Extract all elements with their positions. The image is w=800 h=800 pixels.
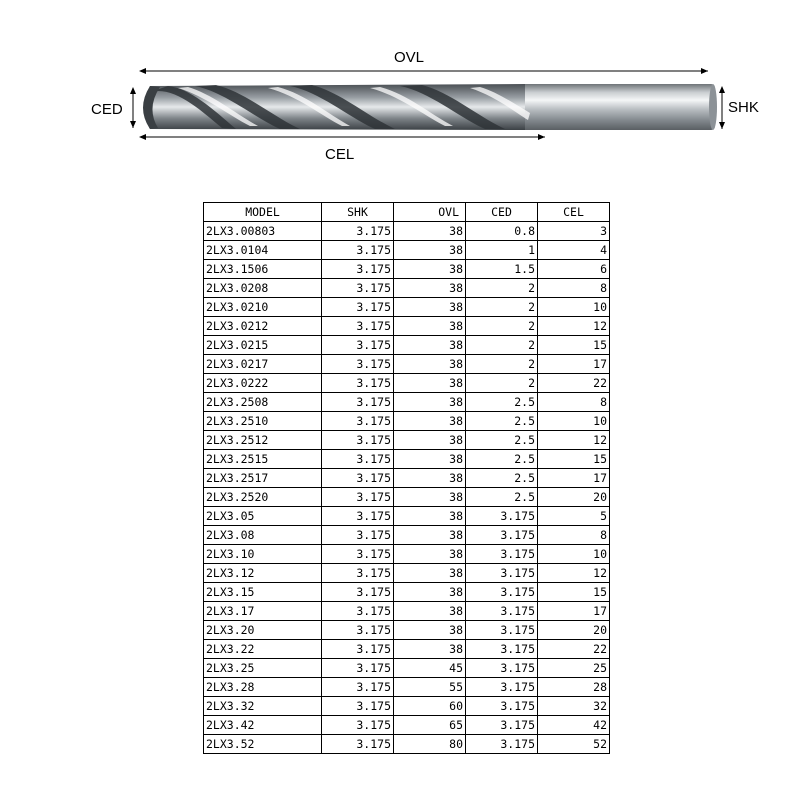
cell-ovl: 38 — [394, 222, 466, 241]
cell-model: 2LX3.0212 — [204, 317, 322, 336]
cell-shk: 3.175 — [322, 336, 394, 355]
cell-ced: 3.175 — [466, 583, 538, 602]
cell-shk: 3.175 — [322, 621, 394, 640]
cell-shk: 3.175 — [322, 431, 394, 450]
header-model: MODEL — [204, 203, 322, 222]
table-row — [204, 336, 610, 355]
cell-shk: 3.175 — [322, 640, 394, 659]
cell-shk: 3.175 — [322, 412, 394, 431]
table-header-row — [204, 203, 610, 222]
cell-shk: 3.175 — [322, 659, 394, 678]
cell-ovl: 38 — [394, 545, 466, 564]
cell-model: 2LX3.2517 — [204, 469, 322, 488]
cell-ovl: 38 — [394, 431, 466, 450]
cell-cel: 8 — [538, 393, 610, 412]
cell-shk: 3.175 — [322, 279, 394, 298]
cell-shk: 3.175 — [322, 602, 394, 621]
cell-ced: 3.175 — [466, 602, 538, 621]
cell-ced: 2.5 — [466, 469, 538, 488]
cell-ovl: 38 — [394, 450, 466, 469]
cell-ced: 2 — [466, 298, 538, 317]
table-row — [204, 260, 610, 279]
ced-label: CED — [91, 101, 123, 118]
cell-model: 2LX3.08 — [204, 526, 322, 545]
cell-cel: 6 — [538, 260, 610, 279]
cell-ovl: 38 — [394, 355, 466, 374]
cell-ovl: 38 — [394, 260, 466, 279]
cel-label: CEL — [325, 146, 355, 163]
cell-cel: 8 — [538, 279, 610, 298]
table-row — [204, 374, 610, 393]
table-row — [204, 298, 610, 317]
table-row — [204, 678, 610, 697]
cell-ced: 1 — [466, 241, 538, 260]
cell-model: 2LX3.42 — [204, 716, 322, 735]
cell-cel: 25 — [538, 659, 610, 678]
cell-ced: 1.5 — [466, 260, 538, 279]
cell-cel: 17 — [538, 355, 610, 374]
cell-cel: 4 — [538, 241, 610, 260]
cell-ovl: 38 — [394, 374, 466, 393]
table-row — [204, 488, 610, 507]
cell-shk: 3.175 — [322, 450, 394, 469]
cell-ovl: 38 — [394, 393, 466, 412]
end-mill-diagram — [0, 0, 800, 190]
cell-ced: 3.175 — [466, 640, 538, 659]
table-row — [204, 450, 610, 469]
table-row — [204, 507, 610, 526]
cell-model: 2LX3.28 — [204, 678, 322, 697]
cell-ced: 3.175 — [466, 735, 538, 754]
cell-cel: 22 — [538, 374, 610, 393]
table-row — [204, 697, 610, 716]
cell-ovl: 38 — [394, 298, 466, 317]
header-shk: SHK — [322, 203, 394, 222]
cell-shk: 3.175 — [322, 735, 394, 754]
cell-cel: 5 — [538, 507, 610, 526]
cell-shk: 3.175 — [322, 507, 394, 526]
cell-ced: 2 — [466, 355, 538, 374]
cell-ovl: 38 — [394, 583, 466, 602]
cell-ovl: 80 — [394, 735, 466, 754]
cell-shk: 3.175 — [322, 545, 394, 564]
table-row — [204, 583, 610, 602]
table-row — [204, 469, 610, 488]
cell-ovl: 60 — [394, 697, 466, 716]
table-row — [204, 412, 610, 431]
shank — [520, 84, 715, 130]
cell-cel: 10 — [538, 412, 610, 431]
cell-cel: 28 — [538, 678, 610, 697]
table-row — [204, 545, 610, 564]
cell-model: 2LX3.0215 — [204, 336, 322, 355]
cell-ovl: 38 — [394, 412, 466, 431]
cell-ovl: 38 — [394, 640, 466, 659]
cell-cel: 12 — [538, 564, 610, 583]
cell-shk: 3.175 — [322, 260, 394, 279]
table-row — [204, 317, 610, 336]
cell-model: 2LX3.25 — [204, 659, 322, 678]
cell-shk: 3.175 — [322, 355, 394, 374]
cell-model: 2LX3.15 — [204, 583, 322, 602]
table-row — [204, 393, 610, 412]
cell-ced: 2 — [466, 317, 538, 336]
cell-shk: 3.175 — [322, 469, 394, 488]
table-row — [204, 640, 610, 659]
cell-shk: 3.175 — [322, 488, 394, 507]
cell-ovl: 65 — [394, 716, 466, 735]
cell-ced: 3.175 — [466, 526, 538, 545]
header-ced: CED — [466, 203, 538, 222]
cell-shk: 3.175 — [322, 241, 394, 260]
table-row — [204, 431, 610, 450]
cell-ced: 3.175 — [466, 507, 538, 526]
cell-shk: 3.175 — [322, 564, 394, 583]
table-row — [204, 222, 610, 241]
table-row — [204, 241, 610, 260]
cell-cel: 8 — [538, 526, 610, 545]
cell-ced: 2.5 — [466, 412, 538, 431]
cell-cel: 17 — [538, 602, 610, 621]
cell-model: 2LX3.05 — [204, 507, 322, 526]
cell-ovl: 38 — [394, 488, 466, 507]
cell-model: 2LX3.2512 — [204, 431, 322, 450]
cell-ovl: 38 — [394, 279, 466, 298]
cell-cel: 52 — [538, 735, 610, 754]
cell-shk: 3.175 — [322, 678, 394, 697]
cell-model: 2LX3.0222 — [204, 374, 322, 393]
cell-ced: 2 — [466, 279, 538, 298]
cell-model: 2LX3.2520 — [204, 488, 322, 507]
cell-shk: 3.175 — [322, 716, 394, 735]
cell-shk: 3.175 — [322, 583, 394, 602]
cell-ced: 2 — [466, 336, 538, 355]
cell-ovl: 38 — [394, 241, 466, 260]
cell-model: 2LX3.0210 — [204, 298, 322, 317]
cell-ced: 3.175 — [466, 716, 538, 735]
cell-cel: 15 — [538, 336, 610, 355]
table-row — [204, 279, 610, 298]
cell-ovl: 38 — [394, 469, 466, 488]
cell-model: 2LX3.22 — [204, 640, 322, 659]
cell-ced: 3.175 — [466, 545, 538, 564]
cell-cel: 12 — [538, 431, 610, 450]
cell-model: 2LX3.12 — [204, 564, 322, 583]
specification-table — [203, 202, 610, 754]
cell-cel: 22 — [538, 640, 610, 659]
end-mill-illustration — [0, 0, 800, 190]
cell-ced: 3.175 — [466, 564, 538, 583]
cell-cel: 10 — [538, 298, 610, 317]
cell-ovl: 38 — [394, 564, 466, 583]
cell-ovl: 38 — [394, 526, 466, 545]
table-row — [204, 602, 610, 621]
table-row — [204, 716, 610, 735]
cell-model: 2LX3.0208 — [204, 279, 322, 298]
table-row — [204, 735, 610, 754]
cell-ovl: 55 — [394, 678, 466, 697]
cell-model: 2LX3.0217 — [204, 355, 322, 374]
cell-ced: 2 — [466, 374, 538, 393]
cell-model: 2LX3.2510 — [204, 412, 322, 431]
cell-ovl: 45 — [394, 659, 466, 678]
cell-ced: 3.175 — [466, 659, 538, 678]
cell-ced: 3.175 — [466, 621, 538, 640]
cell-ovl: 38 — [394, 621, 466, 640]
cell-ced: 2.5 — [466, 488, 538, 507]
cell-cel: 12 — [538, 317, 610, 336]
cell-model: 2LX3.52 — [204, 735, 322, 754]
cell-cel: 3 — [538, 222, 610, 241]
cell-cel: 20 — [538, 621, 610, 640]
cell-shk: 3.175 — [322, 374, 394, 393]
table-row — [204, 659, 610, 678]
cell-ced: 2.5 — [466, 450, 538, 469]
cell-shk: 3.175 — [322, 298, 394, 317]
cell-shk: 3.175 — [322, 222, 394, 241]
cell-model: 2LX3.2515 — [204, 450, 322, 469]
cell-ovl: 38 — [394, 602, 466, 621]
cell-shk: 3.175 — [322, 697, 394, 716]
cell-cel: 42 — [538, 716, 610, 735]
cell-ovl: 38 — [394, 336, 466, 355]
table-row — [204, 564, 610, 583]
cell-ovl: 38 — [394, 507, 466, 526]
cell-cel: 15 — [538, 450, 610, 469]
cell-model: 2LX3.1506 — [204, 260, 322, 279]
cell-ced: 3.175 — [466, 697, 538, 716]
cell-ovl: 38 — [394, 317, 466, 336]
table-row — [204, 621, 610, 640]
cell-ced: 2.5 — [466, 431, 538, 450]
cell-model: 2LX3.20 — [204, 621, 322, 640]
cell-cel: 32 — [538, 697, 610, 716]
cell-cel: 10 — [538, 545, 610, 564]
cell-ced: 2.5 — [466, 393, 538, 412]
ovl-label: OVL — [394, 49, 425, 66]
table-row — [204, 526, 610, 545]
cell-model: 2LX3.00803 — [204, 222, 322, 241]
header-ovl: OVL — [394, 203, 466, 222]
header-cel: CEL — [538, 203, 610, 222]
cell-ced: 0.8 — [466, 222, 538, 241]
cell-model: 2LX3.10 — [204, 545, 322, 564]
cell-model: 2LX3.0104 — [204, 241, 322, 260]
table-row — [204, 355, 610, 374]
cell-cel: 15 — [538, 583, 610, 602]
cell-model: 2LX3.17 — [204, 602, 322, 621]
cell-shk: 3.175 — [322, 393, 394, 412]
cell-cel: 17 — [538, 469, 610, 488]
cell-model: 2LX3.2508 — [204, 393, 322, 412]
cell-model: 2LX3.32 — [204, 697, 322, 716]
cell-shk: 3.175 — [322, 526, 394, 545]
cell-shk: 3.175 — [322, 317, 394, 336]
cell-cel: 20 — [538, 488, 610, 507]
shk-label: SHK — [728, 99, 759, 116]
shank-end — [709, 84, 717, 130]
cell-ced: 3.175 — [466, 678, 538, 697]
